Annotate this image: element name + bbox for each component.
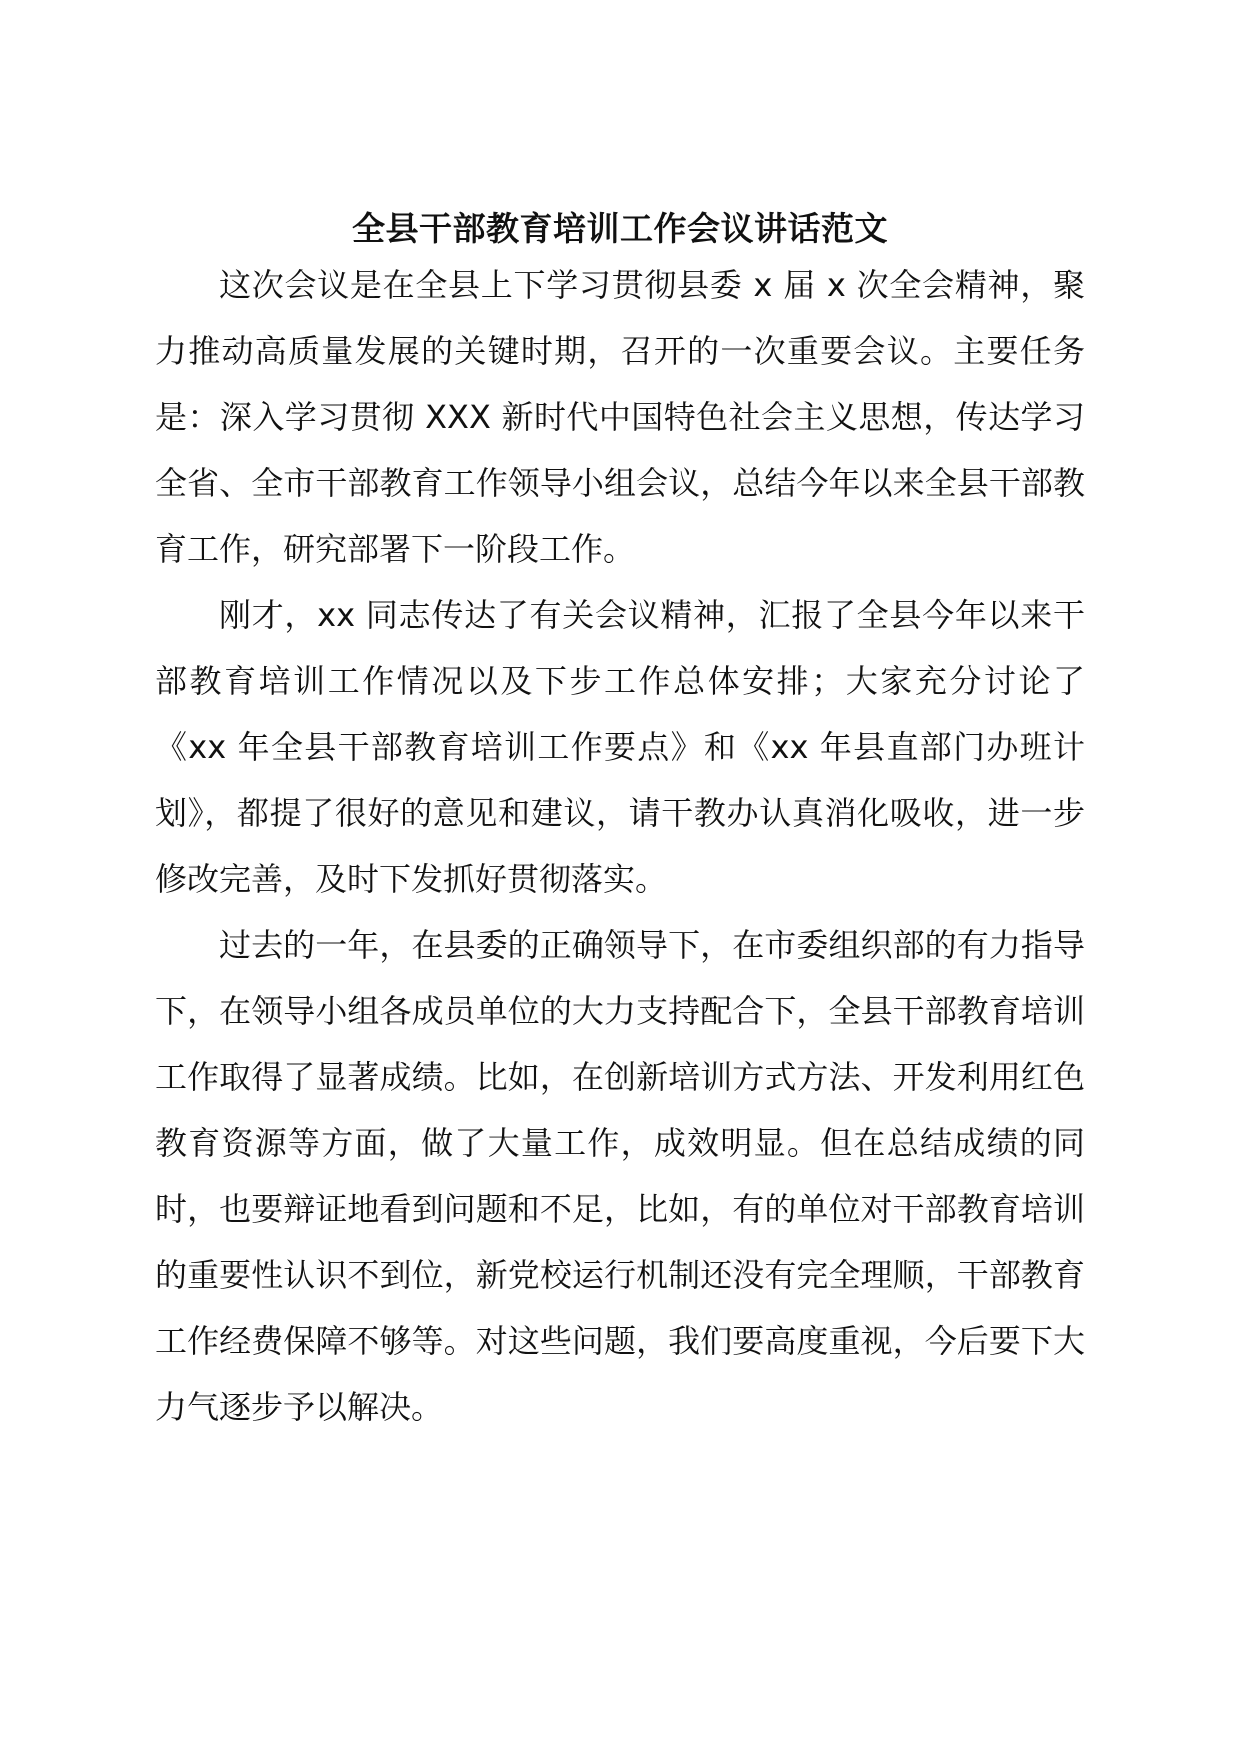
paragraph-1: 这次会议是在全县上下学习贯彻县委 x 届 x 次全会精神，聚力推动高质量发展的关键时期，召开的一次重要会议。主要任务是：深入学习贯彻 XXX 新时代中国特色社会主义思想，传达学习全省、全市干部教育工作领导小组会议，总结今年以来全县干部教育工作，研究部署下一阶段工作。 [155,266,1085,568]
document-title: 全县干部教育培训工作会议讲话范文 [352,209,888,248]
paragraph-2: 刚才，xx 同志传达了有关会议精神，汇报了全县今年以来干部教育培训工作情况以及下步工作总体安排；大家充分讨论了《xx 年全县干部教育培训工作要点》和《xx 年县直部门办班计划》，都提了很好的意见和建议，请干教办认真消化吸收，进一步修改完善，及时下发抓好贯彻落实。 [155,596,1085,898]
paragraph-3: 过去的一年，在县委的正确领导下，在市委组织部的有力指导下，在领导小组各成员单位的大力支持配合下，全县干部教育培训工作取得了显著成绩。比如，在创新培训方式方法、开发利用红色教育资源等方面，做了大量工作，成效明显。但在总结成绩的同时，也要辩证地看到问题和不足，比如，有的单位对干部教育培训的重要性认识不到位，新党校运行机制还没有完全理顺，干部教育工作经费保障不够等。对这些问题，我们要高度重视，今后要下大力气逐步予以解决。 [155,926,1085,1426]
document-body [155,252,1085,1440]
